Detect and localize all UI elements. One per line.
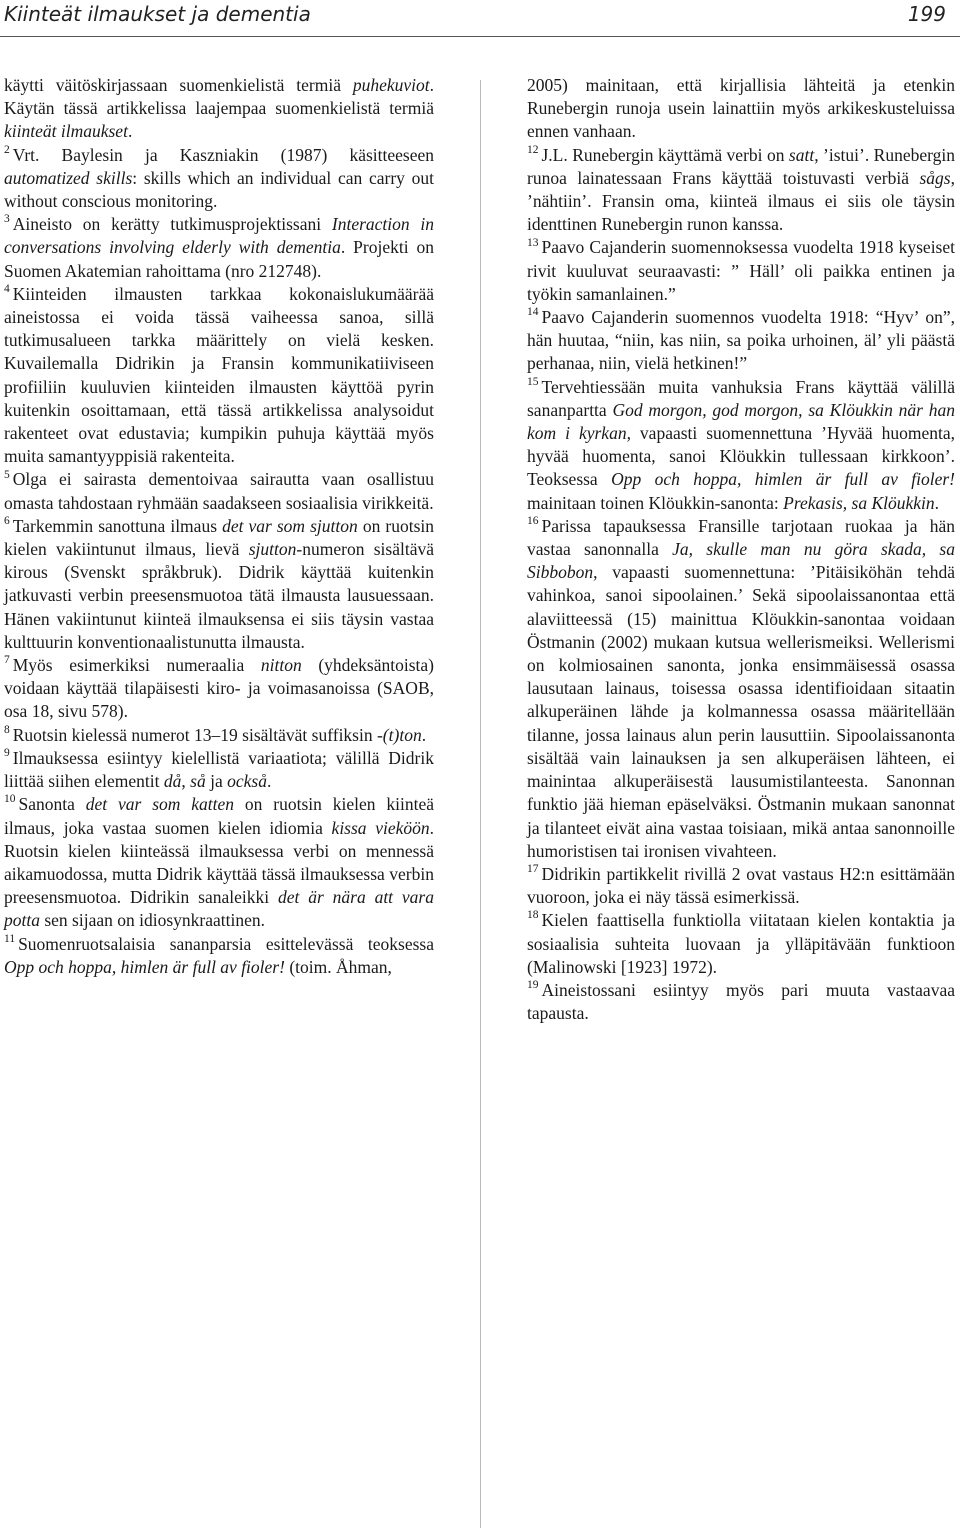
italic-term: det är nära att vara potta	[4, 887, 434, 931]
italic-term: God morgon, god morgon, sa Klöukkin när han kom i kyrkan,	[527, 399, 955, 444]
footnote-text: Tervehtiessään muita vanhuksia Frans käyttää välillä sananpartta	[527, 376, 955, 420]
footnote-9	[4, 747, 434, 793]
footnote-19	[527, 979, 955, 1025]
footnote-text: , vapaasti suomennettuna: ’Pitäisiköhän tehdä vahinkoa, sanoi sipoolainen.’ Sekä sipoolaissanontaa että alaviitteessä (15) mainittua Klöukkin-sanontaa voidaan Östmanin (2002) mukaan kutsua wellerismeiksi. Wellerismi on kolmiosainen sanonta, jonka ensimmäisessä osassa lausutaan lainaus, toisessa osassa identifioidaan sitaatin alkuperäinen lähde ja kolmannessa osassa määritellään tilanne, jossa lainaus alun perin lausuttiin. Sipoolaissanonta sisältää vain lainauksen ja sen alkuperäisen lähteen, ei mainintaa alkuperäisestä lausumistilanteesta. Sanonnan funktio jää hieman epäselväksi. Östmanin mukaan sanonnat ja tilanteet eivät aina vastaa toisiaan, mikä antaa sanonnoille humoristisen tai ironisen vivahteen.	[527, 562, 955, 861]
footnote-text: sen sijaan on idiosynkraattinen.	[39, 910, 266, 931]
footnote-4	[4, 283, 434, 469]
footnote-number: 7	[4, 654, 10, 667]
italic-term: Opp och hoppa, himlen är full av fioler!	[611, 469, 955, 490]
footnote-text: . Projekti on Suomen Akatemian rahoittama (nro 212748).	[4, 237, 434, 281]
footnote-number: 4	[4, 283, 10, 295]
footnote-text: (toim. Åhman,	[284, 956, 392, 977]
italic-term: så	[190, 771, 206, 792]
footnote-18	[527, 909, 955, 979]
footnote-number: 11	[4, 932, 16, 945]
italic-term: det var som sjutton	[222, 515, 358, 536]
footnote-7	[4, 654, 434, 724]
footnote-16	[527, 515, 955, 863]
italic-term: puhekuviot	[352, 75, 430, 95]
footnote-number: 18	[527, 909, 539, 922]
footnote-11	[4, 933, 434, 979]
footnote-text: mainitaan toinen Klöukkin-sanonta:	[527, 492, 784, 513]
italic-term: kissa vieköön	[331, 817, 430, 838]
italic-term: satt	[788, 144, 815, 165]
footnote-text: Kielen faattisella funktiolla viitataan kielen kontaktia ja sosiaalisia suhteita luovaan ja ylläpitävään funktioon (Malinowski [1923] 1972).	[527, 910, 955, 977]
footnote-number: 6	[4, 515, 10, 528]
footnote-text: on ruotsin kielen vakiintunut ilmaus, lievä	[4, 515, 434, 560]
footnote-text: Paavo Cajanderin suomennoksessa vuodelta 1918 kyseiset rivit kuuluvat seuraavasti: ” Häll’ oli paikka entinen ja työkin samanlainen.”	[527, 237, 955, 304]
footnote-text: . Ruotsin kielen kiinteässä ilmauksessa verbi on mennessä aikamuodossa, mutta Didrik käyttää tässä ilmauksessa verbin preesensmuotoa. Didrikin sanaleikki	[4, 817, 434, 908]
footnote-text: Parissa tapauksessa Fransille tarjotaan ruokaa ja hän vastaa sanonnalla	[527, 515, 955, 560]
footnote-number: 12	[527, 143, 539, 156]
column-divider	[480, 80, 481, 1528]
footnote-17	[527, 863, 955, 909]
footnote-15	[527, 376, 955, 515]
footnote-text: Tarkemmin sanottuna ilmaus	[12, 515, 223, 536]
italic-term: sjutton	[248, 539, 297, 560]
footnote-text: Paavo Cajanderin suomennos vuodelta 1918: “Hyv’ on”, hän huutaa, “niin, kas niin, sa poika urhoinen, äl’ yli päästä perhanaa, niin, vielä hetkinen!”	[527, 307, 955, 374]
footnote-12	[527, 144, 955, 237]
footnote-number: 9	[4, 747, 10, 760]
footnotes-right-column	[527, 74, 955, 1025]
italic-term: då	[163, 771, 182, 792]
italic-term: det var som katten	[85, 794, 235, 815]
footnote-text: .	[127, 121, 133, 142]
footnote-number: 19	[527, 979, 539, 992]
page-number: 199	[907, 2, 946, 26]
footnote-text: käytti väitöskirjassaan suomenkielistä termiä	[4, 75, 353, 95]
footnote-2	[4, 144, 434, 214]
running-head-title: Kiinteät ilmaukset ja dementia	[4, 2, 311, 26]
header-rule	[0, 36, 960, 37]
footnote-number: 10	[4, 793, 16, 806]
italic-term: Ja, skulle man nu göra skada, sa Sibbobon	[527, 539, 955, 583]
footnote-text: . Käytän tässä artikkelissa laajempaa suomenkielistä termiä	[4, 75, 434, 119]
italic-term: automatized skills	[4, 167, 133, 188]
footnote-text: Aineistossani esiintyy myös pari muuta vastaavaa tapausta.	[527, 979, 955, 1024]
footnote-text: .	[266, 771, 272, 792]
footnote-text: Kiinteiden ilmausten tarkkaa kokonaislukumäärää aineistossa ei voida tässä vaiheessa sanoa, sillä tutkimusalueen tarkka määrittely on vielä kesken. Kuvailemalla Didrikin ja Fransin kommunikatiiviseen profiiliin kuuluvien kiinteiden ilmausten käyttöä pyrin kuitenkin osoittamaan, että tässä artikkelissa analysoidut rakenteet ovat edustavia; kumpikin puhuja käyttää myös muita samantyyppisiä rakenteita.	[4, 283, 434, 467]
footnote-10	[4, 793, 434, 932]
footnote-6	[4, 515, 434, 654]
footnote-text: J.L. Runebergin käyttämä verbi on	[541, 144, 789, 165]
italic-term: -(t)ton	[376, 724, 422, 745]
footnote-text: , ’nähtiin’. Fransin oma, kiinteä ilmaus ei siis ole täysin identtinen Runebergin runon kanssa.	[527, 167, 955, 235]
italic-term: Interaction in conversations involving elderly with dementia	[4, 214, 435, 258]
footnote-text: Aineisto on kerätty tutkimusprojektissani	[12, 214, 332, 235]
footnote-text: vapaasti suomennettuna ’Hyvää huomenta, hyvää huomenta, sanoi Klöukkin tullessaan kirkkoon’. Teoksessa	[527, 423, 955, 490]
footnote-number: 15	[527, 375, 539, 388]
footnote-text: Myös esimerkiksi numeraalia	[12, 655, 261, 676]
footnote-text: .	[934, 492, 939, 513]
footnote-text: Sanonta	[18, 794, 86, 815]
footnote-number: 13	[527, 236, 539, 249]
running-head	[0, 0, 960, 26]
footnote-continuation	[4, 74, 434, 144]
footnote-text: ja	[205, 771, 228, 792]
footnote-text: -numeron sisältävä kirous (Svenskt språkbruk). Didrik käyttää kuitenkin jatkuvasti verbin preesensmuotoa tätä ilmausta lausuessaan. Hänen vakiintunut kiinteä ilmauksensa ei siis täysin vastaa kulttuurin konventionaalistunutta ilmausta.	[4, 539, 435, 652]
footnote-number: 16	[527, 515, 539, 528]
footnote-number: 2	[4, 143, 10, 156]
italic-term: kiinteät ilmaukset	[4, 121, 128, 142]
footnote-8	[4, 724, 434, 747]
footnote-continuation	[527, 74, 955, 144]
italic-term: Prekasis, sa Klöukkin	[783, 492, 935, 513]
footnote-13	[527, 236, 955, 306]
footnote-text: Suomenruotsalaisia sananparsia esittelevässä teoksessa	[18, 933, 434, 954]
italic-term: nitton	[260, 655, 302, 676]
footnote-number: 14	[527, 306, 539, 319]
footnote-number: 3	[4, 213, 10, 226]
footnote-text: , ’istui’. Runebergin runoa lainatessaan Frans käyttää toistuvasti verbiä	[527, 144, 955, 188]
footnote-text: Olga ei sairasta dementoivaa sairautta vaan osallistuu omasta tahdostaan ryhmään saadakseen sosiaalisia virikkeitä.	[4, 469, 434, 513]
footnote-text: Ruotsin kielessä numerot 13–19 sisältävät suffiksin	[12, 724, 377, 745]
italic-term: också	[227, 771, 267, 792]
footnote-text: .	[421, 724, 427, 745]
italic-term: Opp och hoppa, himlen är full av fioler!	[4, 956, 285, 977]
footnote-text: 2005) mainitaan, että kirjallisia lähteitä ja etenkin Runebergin runoja usein lainattiin myös arkikeskusteluissa ennen vanhaan.	[527, 75, 955, 142]
footnote-14	[527, 306, 955, 376]
footnote-text: ,	[181, 771, 191, 792]
footnote-number: 8	[4, 723, 10, 736]
footnote-number: 5	[4, 468, 10, 481]
footnote-text: (yhdeksäntoista) voidaan käyttää tilapäisesti kiro- ja voimasanoissa (SAOB, osa 18, sivu 578).	[4, 655, 434, 722]
footnotes-left-column	[4, 74, 434, 979]
italic-term: sågs	[919, 167, 951, 188]
footnote-text: Didrikin partikkelit rivillä 2 ovat vastaus H2:n esittämään vuoroon, joka ei näy tässä esimerkissä.	[527, 863, 955, 908]
footnote-number: 17	[527, 863, 539, 876]
footnote-5	[4, 468, 434, 514]
footnote-text: on ruotsin kielen kiinteä ilmaus, joka vastaa suomen kielen idiomia	[4, 794, 434, 838]
footnote-text: : skills which an individual can carry out without conscious monitoring.	[4, 167, 435, 212]
footnote-3	[4, 213, 434, 283]
footnote-text: Vrt. Baylesin ja Kaszniakin (1987) käsitteeseen	[12, 144, 434, 165]
footnote-text: Ilmauksessa esiintyy kielellistä variaatiota; välillä Didrik liittää siihen elementit	[4, 747, 434, 792]
